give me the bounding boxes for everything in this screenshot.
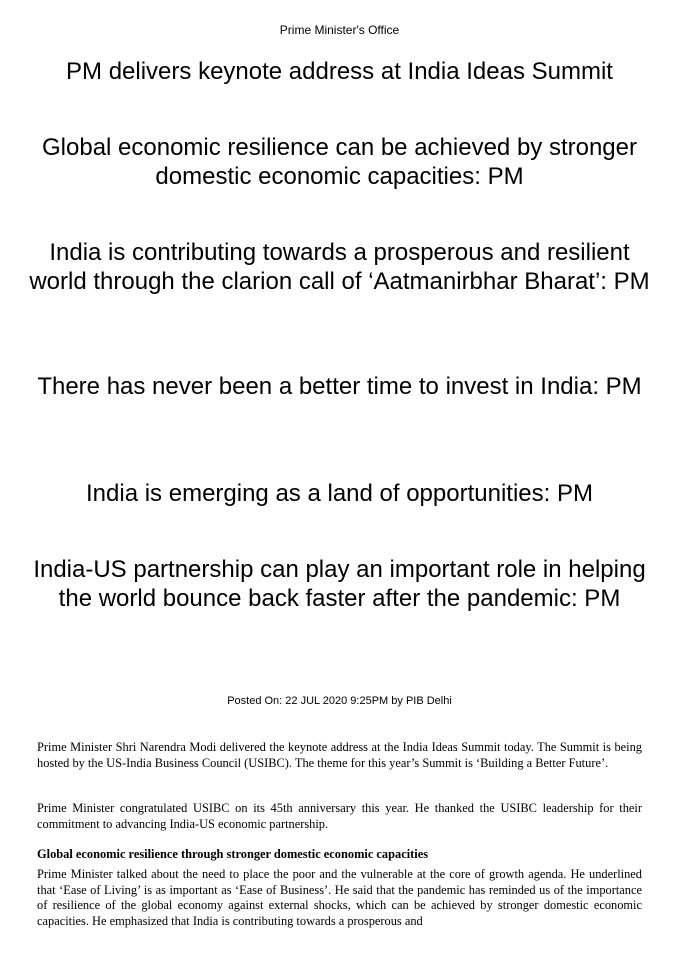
- posted-info: Posted On: 22 JUL 2020 9:25PM by PIB Delhi: [227, 695, 452, 707]
- body-paragraph: Prime Minister congratulated USIBC on its 45th anniversary this year. He thanked the USIBC leadership for their commitment to advancing India-US economic partnership.: [37, 801, 642, 831]
- headline-invest-in-india: There has never been a better time to invest in India: PM: [37, 373, 642, 400]
- body-paragraph: Prime Minister Shri Narendra Modi delivered the keynote address at the India Ideas Summit today. The Summit is being hosted by the US-India Business Council (USIBC). The theme for this year’s Summit is ‘Building a Better Future’.: [37, 740, 642, 770]
- body-paragraph: Prime Minister talked about the need to place the poor and the vulnerable at the core of growth agenda. He underlined that ‘Ease of Living’ is as important as ‘Ease of Business’. He said that the pandemic has reminded us of the importance of resilience of the global economy against external shocks, which can be achieved by stronger domestic economic capacities. He emphasized that India is contributing towards a prosperous and: [37, 867, 642, 928]
- office-name: Prime Minister's Office: [279, 23, 400, 37]
- section-heading: Global economic resilience through stronger domestic economic capacities: [37, 847, 429, 861]
- headline-land-of-opportunities: India is emerging as a land of opportunities: PM: [86, 480, 593, 507]
- headline-economic-resilience: Global economic resilience can be achieved by stronger domestic economic capacities: PM: [42, 134, 637, 190]
- headline-main: PM delivers keynote address at India Ideas Summit: [66, 58, 613, 85]
- headline-aatmanirbhar-bharat: India is contributing towards a prosperous and resilient world through the clarion call of ‘Aatmanirbhar Bharat’: PM: [29, 239, 650, 295]
- headline-india-us-partnership: India-US partnership can play an important role in helping the world bounce back faster after the pandemic: PM: [33, 556, 646, 612]
